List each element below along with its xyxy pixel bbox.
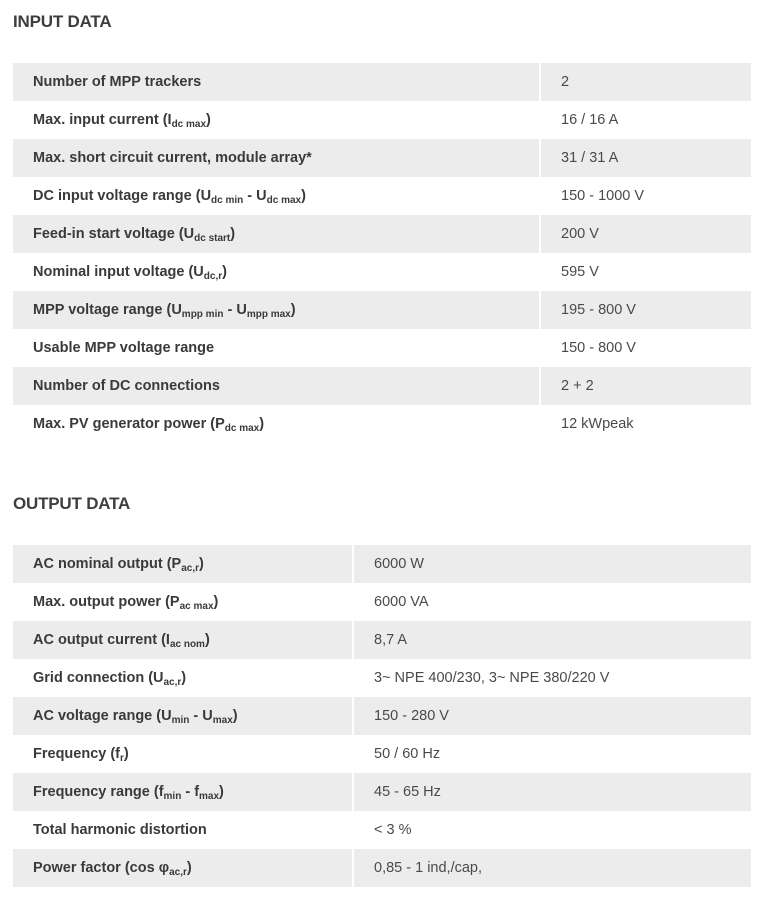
output-data-heading: OUTPUT DATA bbox=[13, 494, 131, 513]
spec-label-subscript: dc max bbox=[266, 195, 302, 206]
spec-value: 31 / 31 A bbox=[540, 139, 751, 177]
spec-label-text: Feed-in start voltage (U bbox=[33, 226, 195, 242]
spec-label-subscript: ac nom bbox=[169, 639, 205, 650]
spec-label-text: Grid connection (U bbox=[33, 670, 164, 686]
spec-label bbox=[13, 101, 540, 139]
spec-value: 45 - 65 Hz bbox=[353, 773, 751, 811]
spec-value: 2 bbox=[540, 63, 751, 101]
table-row bbox=[13, 253, 751, 291]
spec-label-text: ) bbox=[199, 556, 204, 572]
spec-label: Usable MPP voltage range bbox=[13, 329, 540, 367]
spec-label bbox=[13, 253, 540, 291]
spec-label-text: AC output current (I bbox=[33, 632, 170, 648]
table-row bbox=[13, 101, 751, 139]
spec-label bbox=[13, 659, 353, 697]
spec-label bbox=[13, 545, 353, 583]
spec-label-text: ) bbox=[222, 264, 227, 280]
table-row bbox=[13, 329, 751, 367]
spec-value: 8,7 A bbox=[353, 621, 751, 659]
spec-label: Total harmonic distortion bbox=[13, 811, 353, 849]
spec-label-subscript: mpp max bbox=[246, 309, 291, 320]
table-row bbox=[13, 697, 751, 735]
spec-label bbox=[13, 621, 353, 659]
spec-label-subscript: dc,r bbox=[203, 271, 223, 282]
spec-value: 150 - 280 V bbox=[353, 697, 751, 735]
spec-label bbox=[13, 849, 353, 887]
table-row bbox=[13, 177, 751, 215]
spec-label-text: Max. output power (P bbox=[33, 594, 180, 610]
spec-label-subscript: max bbox=[199, 791, 220, 802]
spec-label-text: ) bbox=[181, 670, 187, 686]
table-row bbox=[13, 139, 751, 177]
spec-value: 595 V bbox=[540, 253, 751, 291]
spec-value: 50 / 60 Hz bbox=[353, 735, 751, 773]
table-row bbox=[13, 735, 751, 773]
spec-label: Number of DC connections bbox=[13, 367, 540, 405]
spec-label-subscript: dc min bbox=[211, 195, 244, 206]
input-data-table bbox=[13, 63, 751, 443]
table-row bbox=[13, 621, 751, 659]
spec-label bbox=[13, 583, 353, 621]
input-data-heading: INPUT DATA bbox=[13, 12, 112, 31]
spec-label-text: AC nominal output (P bbox=[33, 556, 182, 572]
table-row bbox=[13, 659, 751, 697]
table-row bbox=[13, 63, 751, 101]
spec-label-text: Max. input current (I bbox=[33, 112, 172, 128]
spec-value: 6000 W bbox=[353, 545, 751, 583]
spec-label: Max. short circuit current, module array* bbox=[13, 139, 540, 177]
spec-label-text: ) bbox=[204, 632, 210, 648]
table-row bbox=[13, 215, 751, 253]
spec-label-text: Nominal input voltage (U bbox=[33, 264, 204, 280]
spec-label-subscript: ac,r bbox=[169, 867, 187, 878]
spec-label: Number of MPP trackers bbox=[13, 63, 540, 101]
table-row bbox=[13, 811, 751, 849]
spec-label-text: - U bbox=[223, 302, 247, 318]
spec-label-text: ) bbox=[186, 860, 192, 876]
spec-label-text: ) bbox=[290, 302, 296, 318]
spec-label-text: ) bbox=[230, 226, 236, 242]
spec-value: 150 - 1000 V bbox=[540, 177, 751, 215]
spec-label-subscript: dc max bbox=[171, 119, 207, 130]
spec-label bbox=[13, 773, 353, 811]
spec-label-text: - U bbox=[243, 188, 267, 204]
spec-label-text: DC input voltage range (U bbox=[33, 188, 212, 204]
table-row bbox=[13, 405, 751, 443]
spec-label-text: ) bbox=[123, 746, 129, 762]
spec-label-text: - f bbox=[181, 784, 200, 800]
table-row bbox=[13, 583, 751, 621]
spec-label-subscript: ac max bbox=[179, 601, 214, 612]
spec-label bbox=[13, 735, 353, 773]
spec-label bbox=[13, 697, 353, 735]
spec-value: 200 V bbox=[540, 215, 751, 253]
spec-label-text: ) bbox=[301, 188, 306, 204]
spec-label bbox=[13, 177, 540, 215]
spec-label-subscript: dc max bbox=[224, 423, 260, 434]
spec-value: 3~ NPE 400/230, 3~ NPE 380/220 V bbox=[353, 659, 751, 697]
spec-label-text: ) bbox=[259, 416, 265, 432]
table-row bbox=[13, 545, 751, 583]
spec-value: 150 - 800 V bbox=[540, 329, 751, 367]
spec-label-subscript: r bbox=[120, 753, 124, 764]
table-row bbox=[13, 773, 751, 811]
table-row bbox=[13, 849, 751, 887]
spec-label-text: AC voltage range (U bbox=[33, 708, 172, 724]
spec-label bbox=[13, 405, 540, 443]
spec-label-text: MPP voltage range (U bbox=[33, 302, 182, 318]
spec-value: 6000 VA bbox=[353, 583, 751, 621]
table-row bbox=[13, 291, 751, 329]
spec-label-text: ) bbox=[219, 784, 224, 800]
spec-value: 195 - 800 V bbox=[540, 291, 751, 329]
spec-label-subscript: mpp min bbox=[181, 309, 224, 320]
spec-label-subscript: ac,r bbox=[163, 677, 182, 688]
spec-label-subscript: min bbox=[163, 791, 182, 802]
spec-value: < 3 % bbox=[353, 811, 751, 849]
output-data-table bbox=[13, 545, 751, 887]
spec-label-subscript: ac,r bbox=[181, 563, 199, 574]
spec-label-subscript: min bbox=[171, 715, 190, 726]
table-row bbox=[13, 367, 751, 405]
spec-label-text: ) bbox=[232, 708, 238, 724]
spec-label-text: Frequency (f bbox=[33, 746, 121, 762]
spec-label-text: - U bbox=[189, 708, 213, 724]
spec-label-text: Frequency range (f bbox=[33, 784, 164, 800]
spec-label-subscript: dc start bbox=[194, 233, 231, 244]
spec-label-text: Power factor (cos φ bbox=[33, 860, 170, 876]
spec-value: 0,85 - 1 ind,/cap, bbox=[353, 849, 751, 887]
spec-label-subscript: max bbox=[212, 715, 233, 726]
spec-label bbox=[13, 215, 540, 253]
spec-value: 2 + 2 bbox=[540, 367, 751, 405]
spec-value: 12 kWpeak bbox=[540, 405, 751, 443]
spec-label-text: Max. PV generator power (P bbox=[33, 416, 225, 432]
spec-label-text: ) bbox=[206, 112, 211, 128]
spec-label bbox=[13, 291, 540, 329]
spec-value: 16 / 16 A bbox=[540, 101, 751, 139]
spec-label-text: ) bbox=[213, 594, 219, 610]
